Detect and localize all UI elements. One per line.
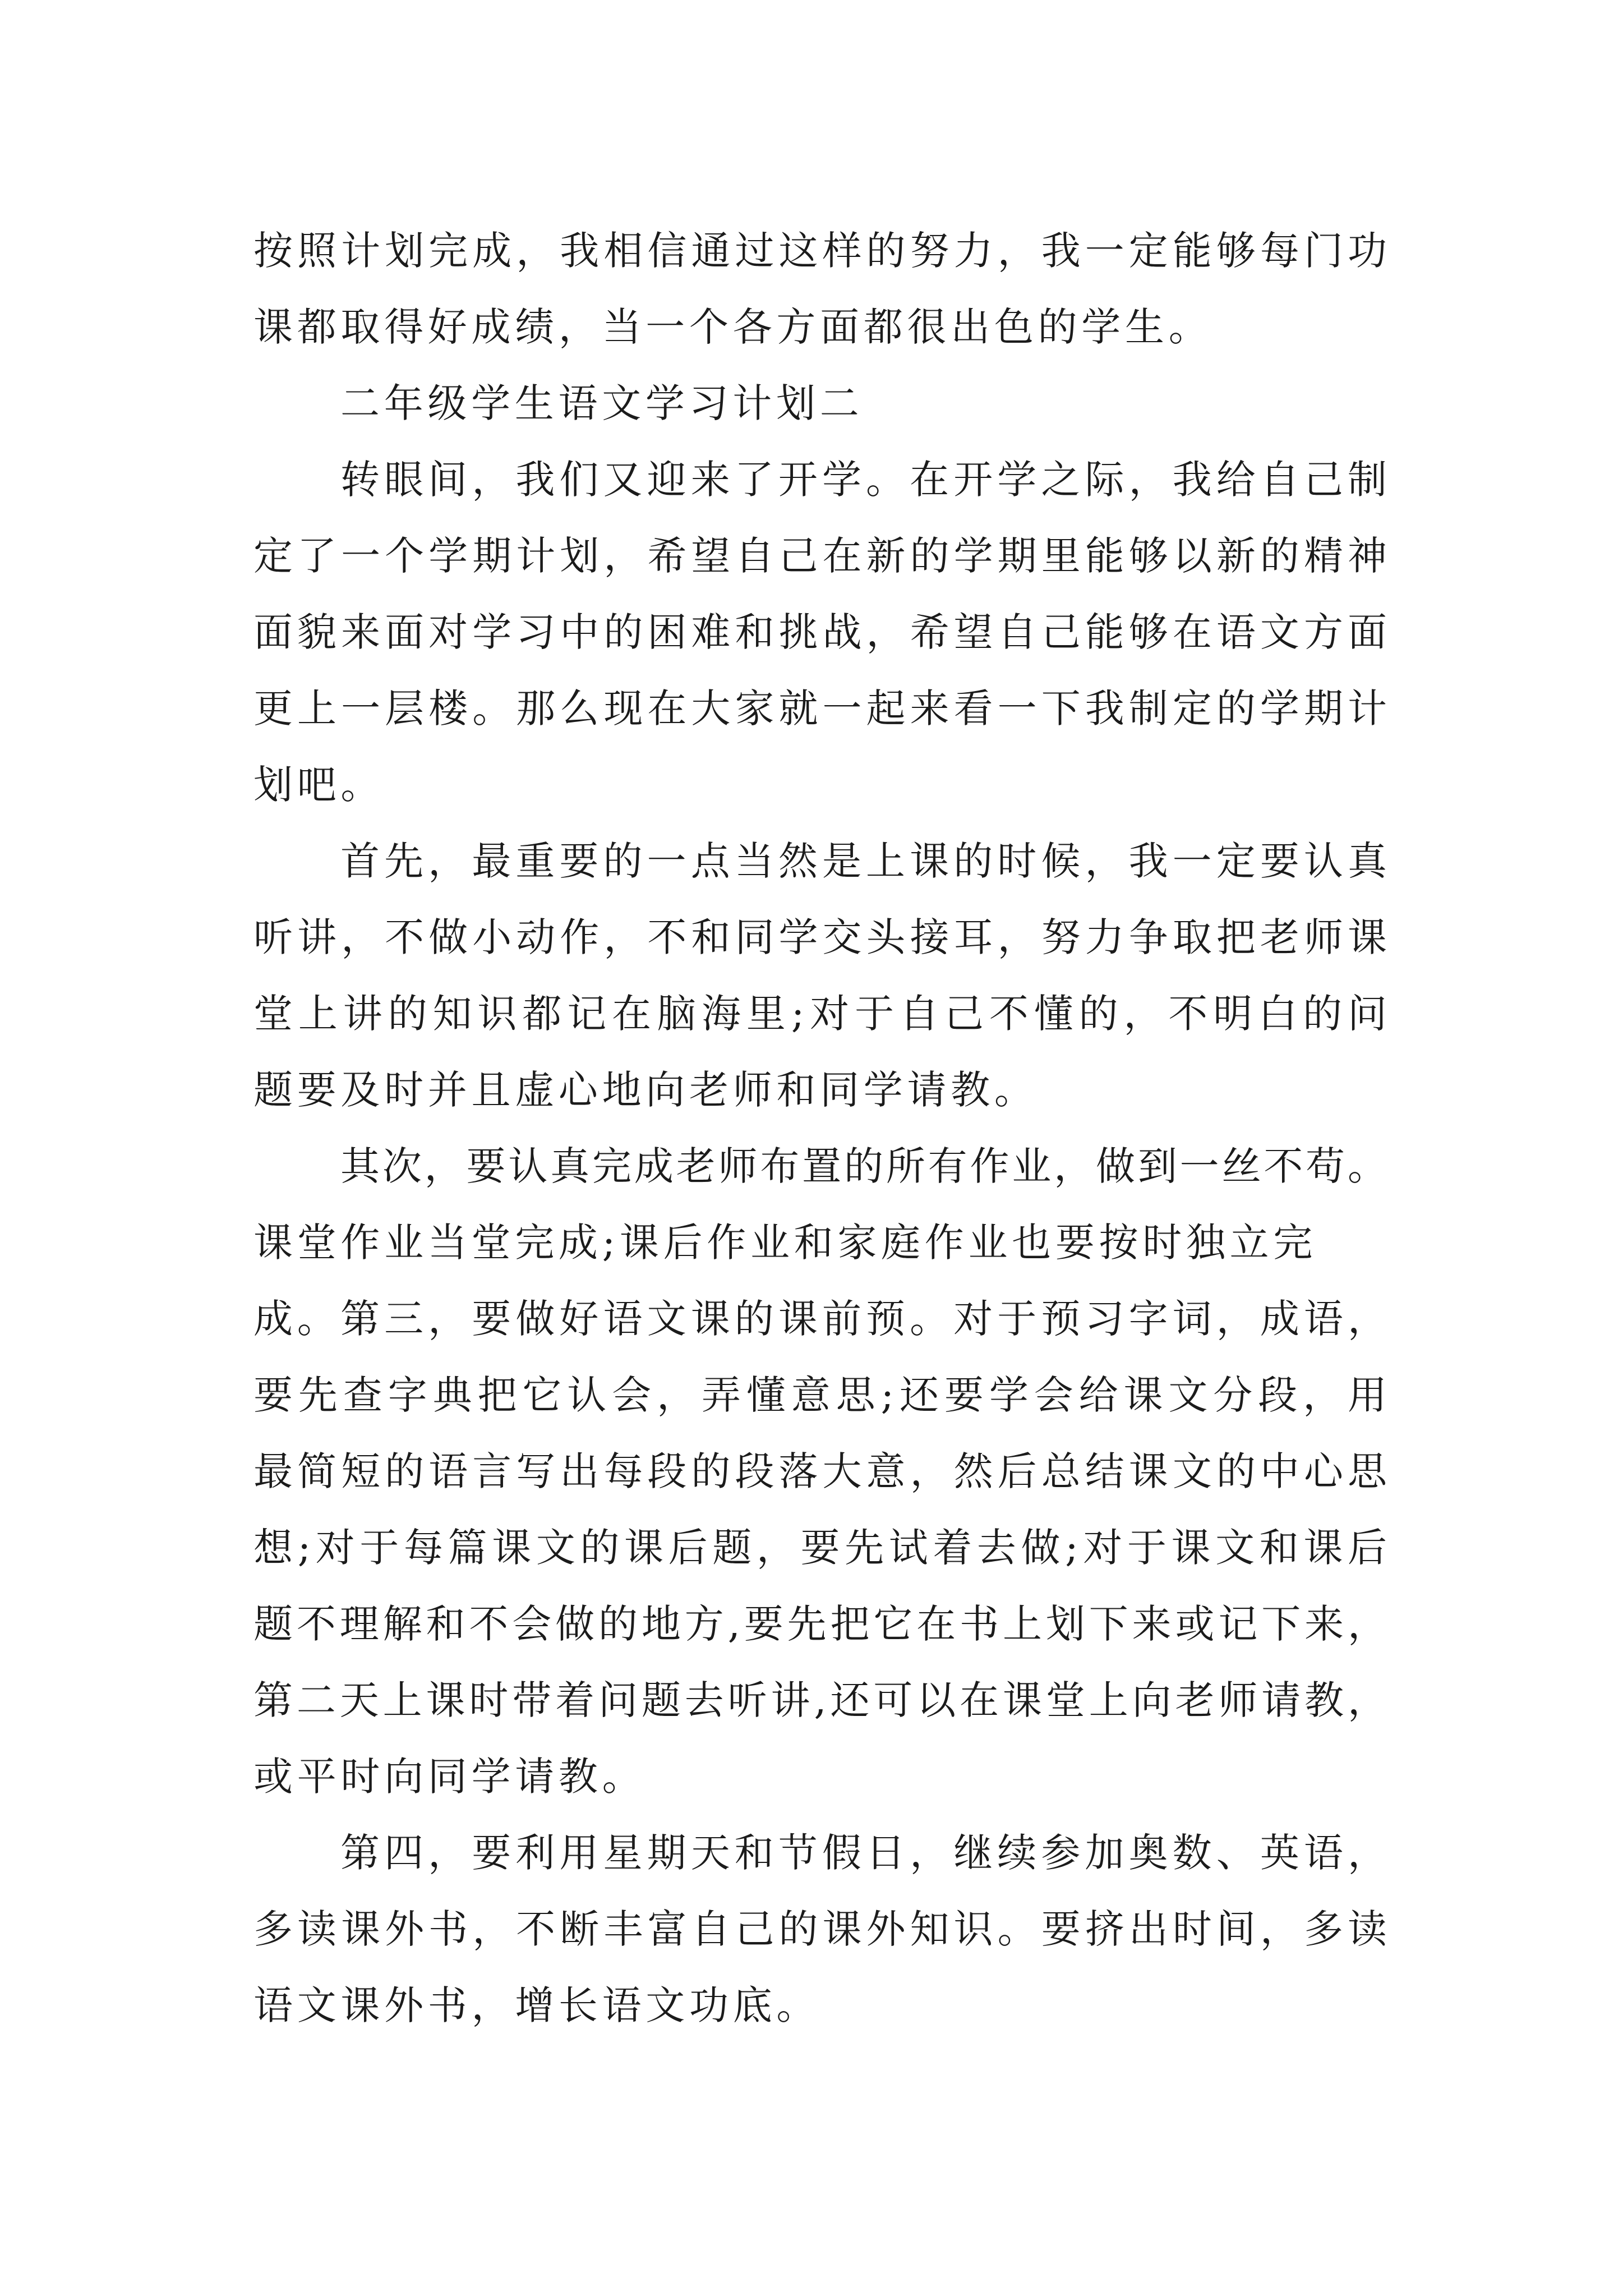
text-line: 听讲，不做小动作，不和同学交头接耳，努力争取把老师课 [253, 914, 1387, 960]
paragraph-fourth [253, 1815, 1387, 2044]
text-line: 其次，要认真完成老师布置的所有作业，做到一丝不苟。 [340, 1143, 1387, 1189]
text-line: 第三，要做好语文课的课前预。对于预习字词，成语， [340, 1296, 1387, 1342]
paragraph-intro [253, 441, 1387, 823]
paragraph-continued [253, 213, 1387, 365]
paragraph-first [253, 823, 1387, 1128]
text-line: 最简短的语言写出每段的段落大意，然后总结课文的中心思 [253, 1448, 1387, 1494]
text-line: 课堂作业当堂完成;课后作业和家庭作业也要按时独立完成。 [253, 1220, 1317, 1342]
text-line: 按照计划完成，我相信通过这样的努力，我一定能够每门功 [253, 228, 1387, 274]
text-line: 第二天上课时带着问题去听讲,还可以在课堂上向老师请教， [253, 1677, 1387, 1723]
text-line: 更上一层楼。那么现在大家就一起来看一下我制定的学期计 [253, 685, 1387, 731]
text-line: 首先，最重要的一点当然是上课的时候，我一定要认真 [340, 838, 1387, 884]
paragraph-third [253, 1281, 1387, 1815]
text-line: 语文课外书，增长语文功底。 [253, 1982, 820, 2028]
text-line: 堂上讲的知识都记在脑海里;对于自己不懂的，不明白的问 [253, 991, 1387, 1037]
text-line: 要先查字典把它认会，弄懂意思;还要学会给课文分段，用 [253, 1372, 1387, 1418]
text-line: 面貌来面对学习中的困难和挑战，希望自己能够在语文方面 [253, 609, 1387, 655]
document-page [253, 213, 1387, 2044]
section-heading-block [253, 365, 1387, 441]
text-line: 题要及时并且虚心地向老师和同学请教。 [253, 1067, 1038, 1113]
text-line: 题不理解和不会做的地方,要先把它在书上划下来或记下来， [253, 1601, 1387, 1647]
text-line: 多读课外书，不断丰富自己的课外知识。要挤出时间，多读 [253, 1906, 1387, 1952]
text-line: 或平时向同学请教。 [253, 1754, 646, 1800]
text-line: 转眼间，我们又迎来了开学。在开学之际，我给自己制 [340, 457, 1387, 503]
section-heading: 二年级学生语文学习计划二 [340, 380, 864, 426]
text-line: 想;对于每篇课文的课后题，要先试着去做;对于课文和课后 [253, 1525, 1387, 1571]
text-line: 定了一个学期计划，希望自己在新的学期里能够以新的精神 [253, 533, 1387, 579]
text-line: 第四，要利用星期天和节假日，继续参加奥数、英语， [340, 1830, 1387, 1876]
text-line: 课都取得好成绩，当一个各方面都很出色的学生。 [253, 304, 1212, 350]
text-line: 划吧。 [253, 762, 385, 808]
